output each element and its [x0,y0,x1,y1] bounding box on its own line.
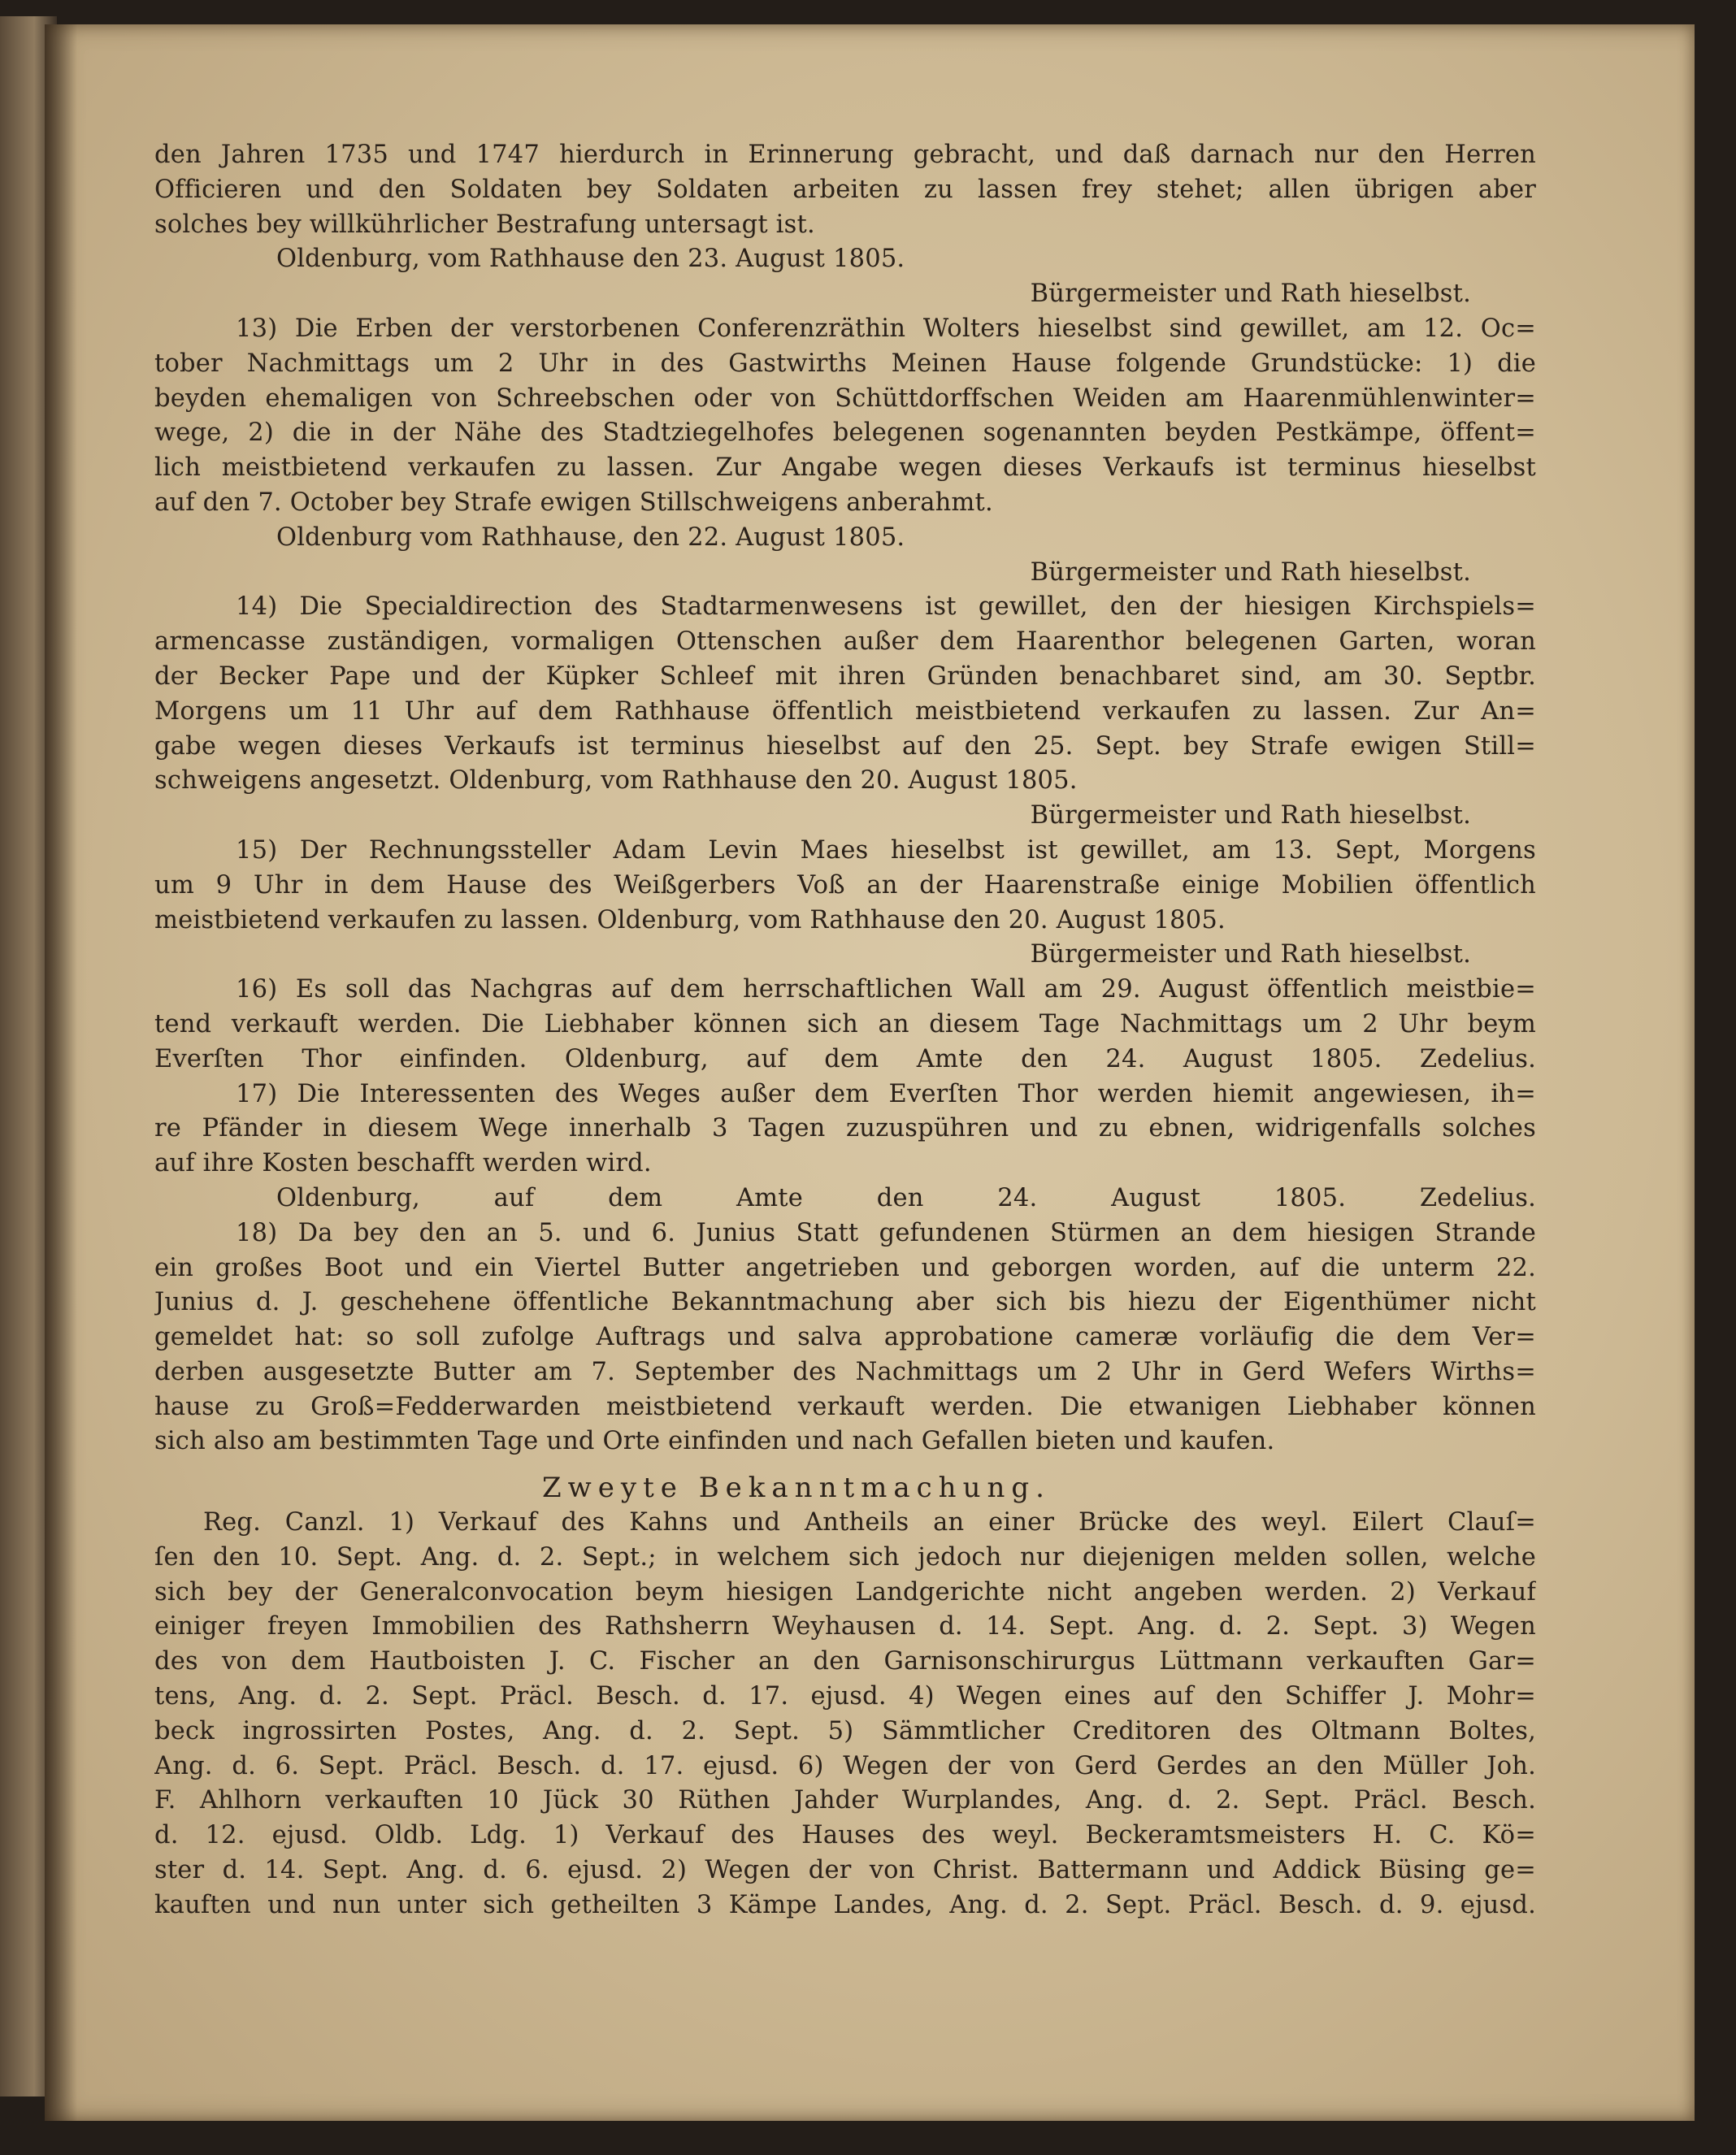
notice-date: Oldenburg, vom Rathhause den 23. August 1805. [276,245,905,274]
text-line: Officieren und den Soldaten bey Soldaten arbeiten zu lassen frey stehet; allen übrigen aber [154,175,1536,204]
text-line: den Jahren 1735 und 1747 hierdurch in Erinnerung gebracht, und daß darnach nur den Herren [154,141,1536,169]
text-line: re Pfänder in diesem Wege innerhalb 3 Tagen zuzuspühren und zu ebnen, widrigenfalls solches [154,1114,1536,1143]
text-line: der Becker Pape und der Küpker Schleef mit ihren Gründen benachbaret sind, am 30. Septbr. [154,661,1536,691]
notice-14-start: 14) Die Specialdirection des Stadtarmenwesens ist gewillet, den der hiesigen Kirchspiels= [236,592,1536,622]
text-line: hause zu Groß=Fedderwarden meistbietend verkauft werden. Die etwanigen Liebhaber können [154,1392,1536,1421]
text-line: schweigens angesetzt. Oldenburg, vom Rathhause den 20. August 1805. [154,766,1078,796]
text-line: ein großes Boot und ein Viertel Butter angetrieben und geborgen worden, auf die unterm 22. [154,1253,1536,1282]
text-line: sich bey der Generalconvocation beym hiesigen Landgerichte nicht angeben werden. 2) Verkauf [154,1577,1536,1606]
text-line: Ang. d. 6. Sept. Präcl. Besch. d. 17. ejusd. 6) Wegen der von Gerd Gerdes an den Müller Joh. [154,1751,1536,1780]
notice-date: Oldenburg, auf dem Amte den 24. August 1805. Zedelius. [276,1183,1536,1212]
text-line: ster d. 14. Sept. Ang. d. 6. ejusd. 2) Wegen der von Christ. Battermann und Addick Büsing ge= [154,1856,1536,1885]
text-line: d. 12. ejusd. Oldb. Ldg. 1) Verkauf des Hauses des weyl. Beckeramtsmeisters H. C. Kö= [154,1821,1536,1850]
section-heading: Zweyte Bekanntmachung. [542,1472,1051,1505]
text-line: tens, Ang. d. 2. Sept. Präcl. Besch. d. 17. ejusd. 4) Wegen eines auf den Schiffer J. Mohr= [154,1682,1536,1711]
notice-15-start: 15) Der Rechnungssteller Adam Levin Maes hieselbst ist gewillet, am 13. Sept, Morgens [236,835,1536,865]
notice-13-start: 13) Die Erben der verstorbenen Conferenzräthin Wolters hieselbst sind gewillet, am 12. Oc= [236,314,1536,343]
text-line: Everſten Thor einfinden. Oldenburg, auf dem Amte den 24. August 1805. Zedelius. [154,1044,1536,1073]
notice-signature: Bürgermeister und Rath hieselbst. [1030,801,1471,830]
page-gutter-shadow [45,24,77,2121]
text-line: beck ingrossirten Postes, Ang. d. 2. Sept. 5) Sämmtlicher Creditoren des Oltmann Boltes, [154,1716,1536,1745]
text-line: meistbietend verkaufen zu lassen. Oldenburg, vom Rathhause den 20. August 1805. [154,905,1226,934]
text-line: tober Nachmittags um 2 Uhr in des Gastwirths Meinen Hause folgende Grundstücke: 1) die [154,349,1536,378]
text-line: Morgens um 11 Uhr auf dem Rathhause öffentlich meistbietend verkaufen zu lassen. Zur An= [154,696,1536,726]
notice-signature: Bürgermeister und Rath hieselbst. [1030,280,1471,309]
text-line: ſen den 10. Sept. Ang. d. 2. Sept.; in welchem sich jedoch nur diejenigen melden sollen, welche [154,1542,1536,1572]
text-line: Junius d. J. geschehene öffentliche Bekanntmachung aber sich bis hiezu der Eigenthümer nicht [154,1288,1536,1317]
page-text [154,138,1536,1923]
text-line: kauften und nun unter sich getheilten 3 Kämpe Landes, Ang. d. 2. Sept. Präcl. Besch. d. 9. ejusd. [154,1890,1536,1919]
text-line: derben ausgesetzte Butter am 7. September des Nachmittags um 2 Uhr in Gerd Wefers Wirths= [154,1357,1536,1386]
notice-signature: Bürgermeister und Rath hieselbst. [1030,557,1471,587]
text-line: um 9 Uhr in dem Hause des Weißgerbers Voß an der Haarenstraße einige Mobilien öffentlich [154,870,1536,900]
text-line: tend verkauft werden. Die Liebhaber können sich an diesem Tage Nachmittags um 2 Uhr beym [154,1009,1536,1038]
text-line: Reg. Canzl. 1) Verkauf des Kahns und Antheils an einer Brücke des weyl. Eilert Clauſ= [203,1508,1536,1537]
notice-17-start: 17) Die Interessenten des Weges außer dem Everſten Thor werden hiemit angewiesen, ih= [236,1079,1536,1108]
text-line: lich meistbietend verkaufen zu lassen. Zur Angabe wegen dieses Verkaufs ist terminus hieselbst [154,453,1536,483]
text-line: sich also am bestimmten Tage und Orte einfinden und nach Gefallen bieten und kaufen. [154,1427,1275,1456]
text-line: F. Ahlhorn verkauften 10 Jück 30 Rüthen Jahder Wurplandes, Ang. d. 2. Sept. Präcl. Besch. [154,1786,1536,1815]
text-line: wege, 2) die in der Nähe des Stadtziegelhofes belegenen sogenannten beyden Pestkämpe, öffent= [154,418,1536,448]
text-line: beyden ehemaligen von Schreebschen oder von Schüttdorffschen Weiden am Haarenmühlenwinter= [154,384,1536,413]
text-line: gabe wegen dieses Verkaufs ist terminus hieselbst auf den 25. Sept. bey Strafe ewigen Still= [154,731,1536,761]
text-line: auf ihre Kosten beschafft werden wird. [154,1149,652,1178]
text-line: solches bey willkührlicher Bestrafung untersagt ist. [154,210,815,239]
notice-16-start: 16) Es soll das Nachgras auf dem herrschaftlichen Wall am 29. August öffentlich meistbie= [236,975,1536,1004]
notice-signature: Bürgermeister und Rath hieselbst. [1030,940,1471,969]
text-line: des von dem Hautboisten J. C. Fischer an den Garnisonschirurgus Lüttmann verkauften Gar= [154,1647,1536,1676]
text-line: einiger freyen Immobilien des Rathsherrn Weyhausen d. 14. Sept. Ang. d. 2. Sept. 3) Wegen [154,1612,1536,1641]
text-line: gemeldet hat: so soll zufolge Auftrags und salva approbatione cameræ vorläufig die dem Ver= [154,1323,1536,1352]
notice-18-start: 18) Da bey den an 5. und 6. Junius Statt gefundenen Stürmen an dem hiesigen Strande [236,1218,1536,1247]
text-line: auf den 7. October bey Strafe ewigen Stillschweigens anberahmt. [154,488,993,517]
notice-date: Oldenburg vom Rathhause, den 22. August 1805. [276,522,905,552]
text-line: armencasse zuständigen, vormaligen Ottenschen außer dem Haarenthor belegenen Garten, woran [154,627,1536,657]
